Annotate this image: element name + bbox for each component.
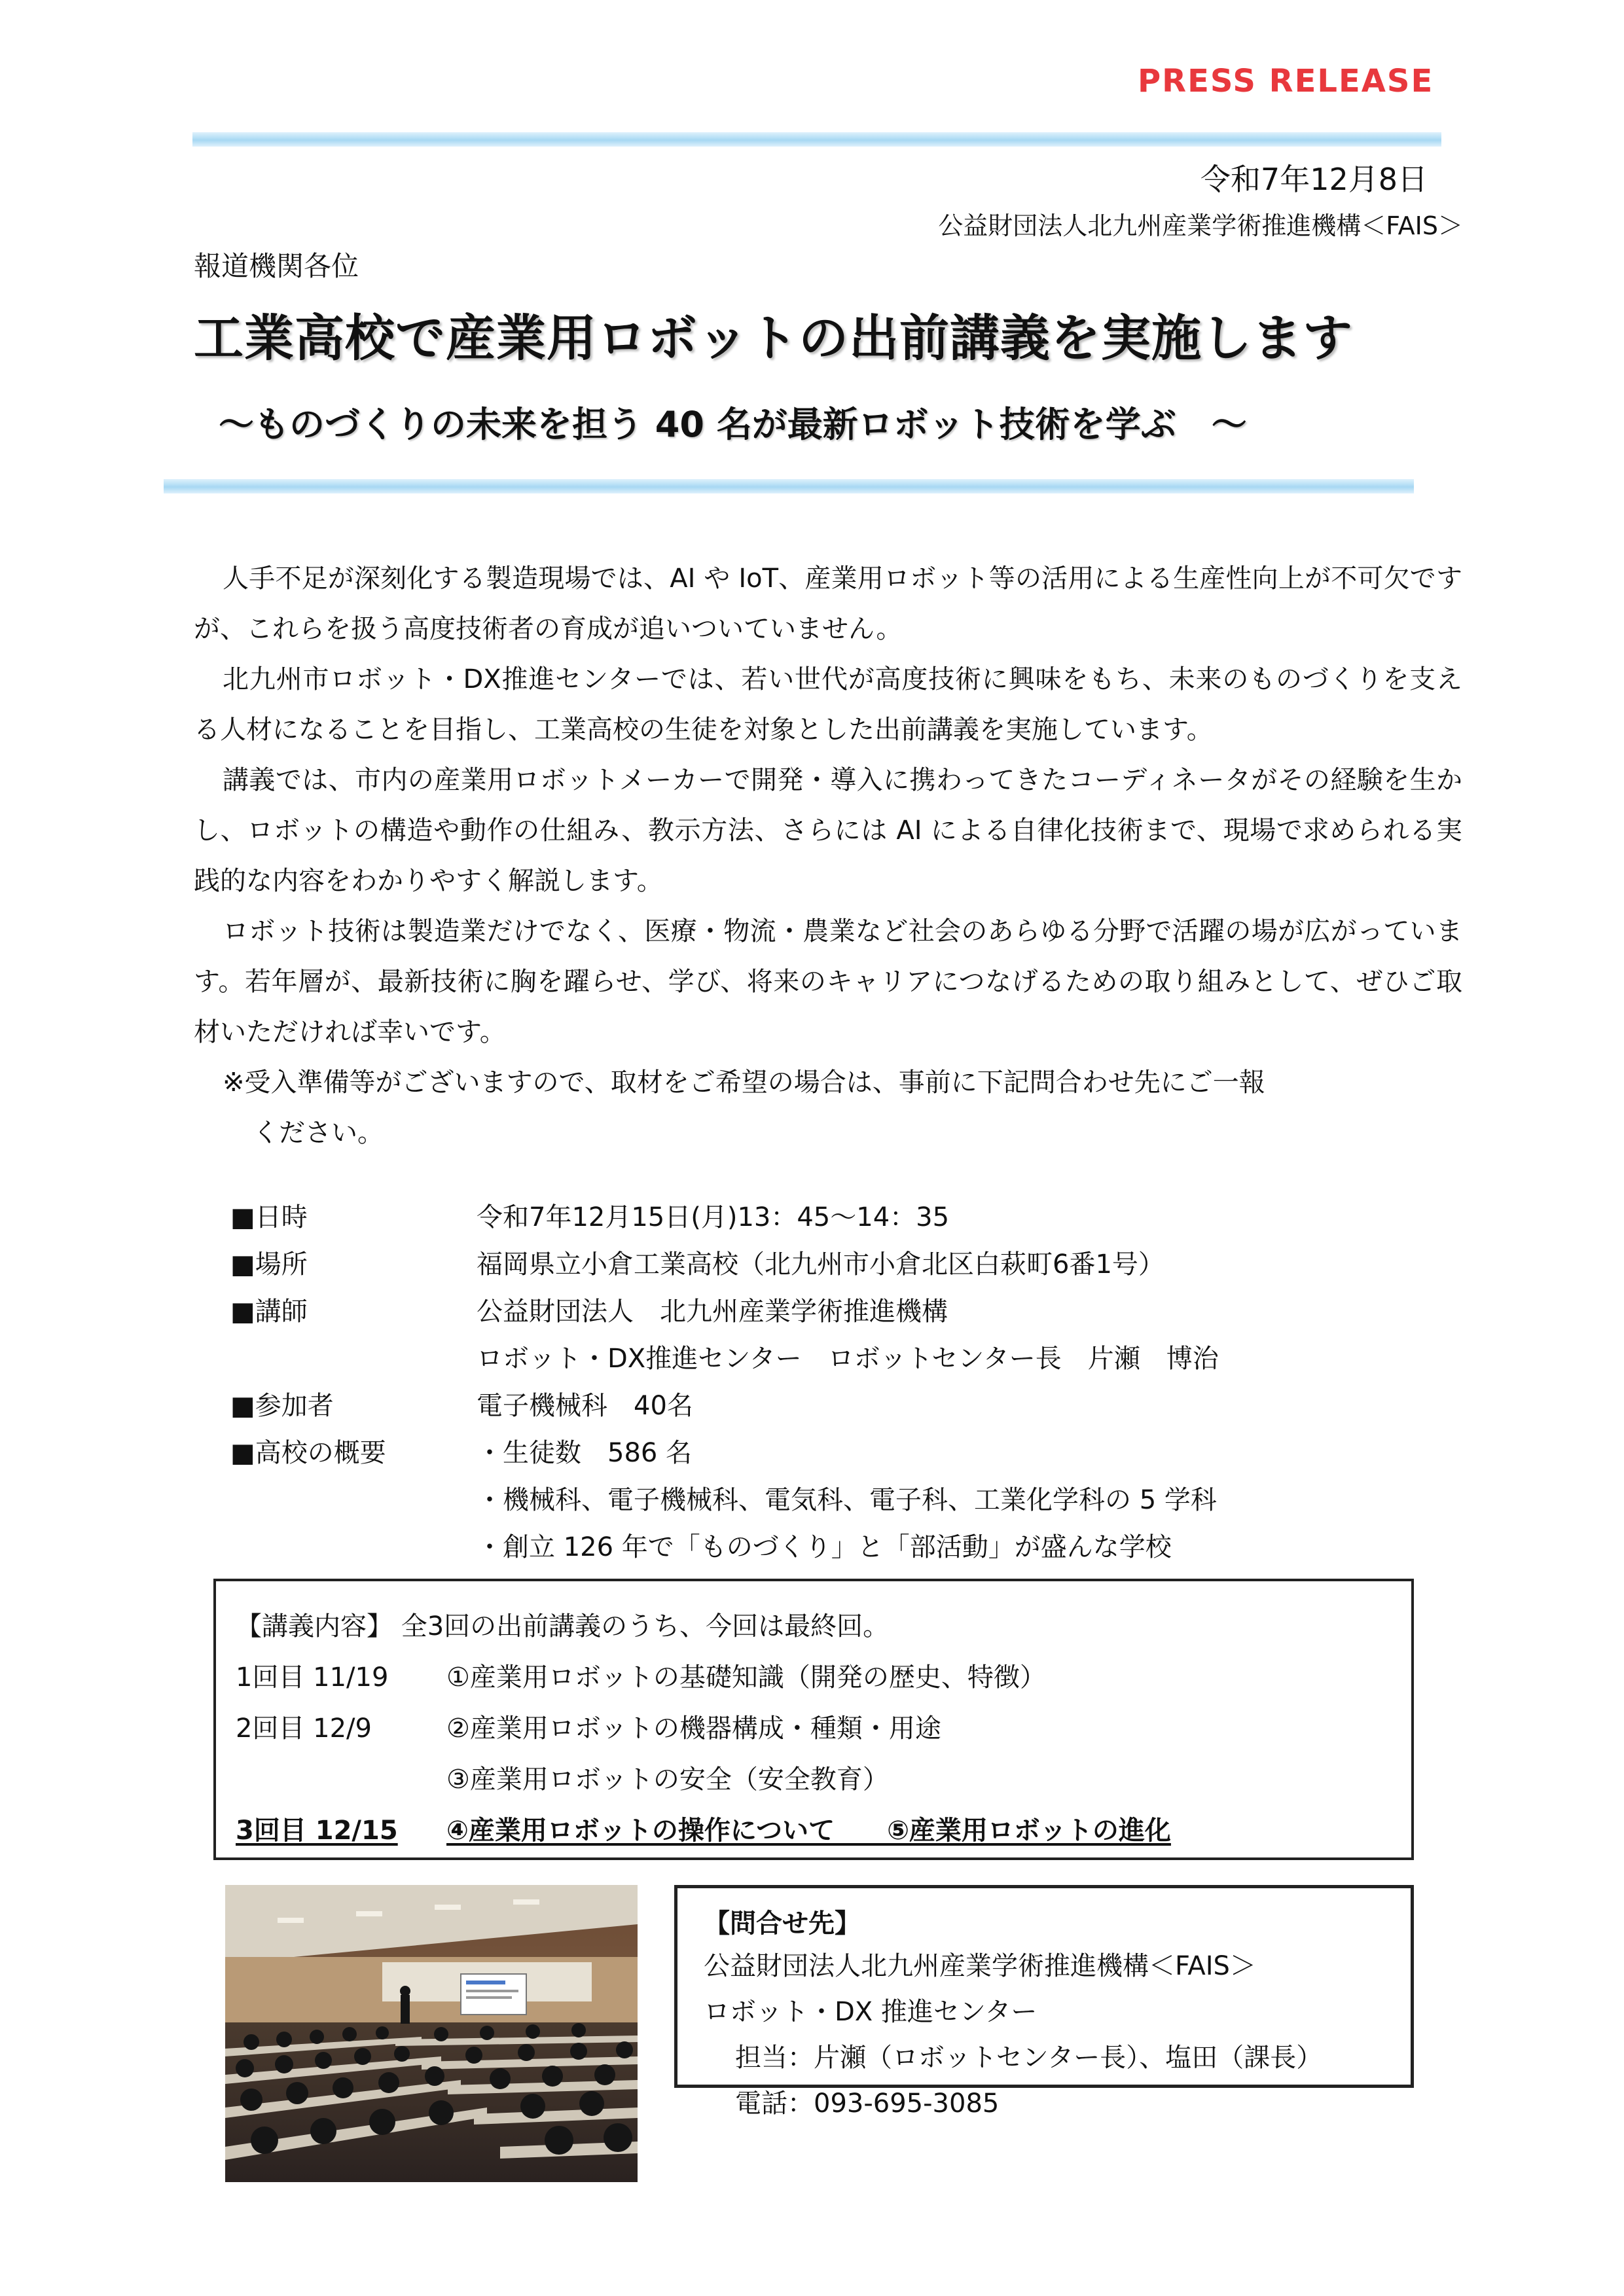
- detail-row-school-overview: [230, 1427, 1343, 1474]
- lecture-photo: [225, 1885, 638, 2182]
- detail-row-lecturer: [230, 1285, 1343, 1333]
- body-paragraph-2: 北九州市ロボット・DX推進センターでは、若い世代が高度技術に興味をもち、未来のものづくりを支える人材になることを目指し、工業高校の生徒を対象とした出前講義を実施しています。: [194, 664, 1462, 745]
- lecture-heading: 【講義内容】 全3回の出前講義のうち、今回は最終回。: [236, 1611, 890, 1641]
- detail-value: 電子機械科 40名: [477, 1390, 693, 1421]
- session-date: 3回目 12/15: [236, 1815, 398, 1846]
- detail-row-school-history: [230, 1521, 1343, 1568]
- detail-label: ■高校の概要: [230, 1437, 386, 1468]
- detail-value: 令和7年12月15日(月)13：45～14：35: [477, 1202, 950, 1232]
- detail-row-lecturer-cont: [230, 1333, 1343, 1380]
- body-paragraph-3: 講義では、市内の産業用ロボットメーカーで開発・導入に携わってきたコーディネータがその経験を生かし、ロボットの構造や動作の仕組み、教示方法、さらには AI による自律化技術まで、現場で求められる実践的な内容をわかりやすく解説します。: [194, 765, 1462, 896]
- detail-label: ■日時: [230, 1202, 308, 1232]
- detail-label: ■講師: [230, 1296, 308, 1327]
- lecture-session-2-cont: [236, 1751, 1411, 1803]
- detail-row-participants: [230, 1380, 1343, 1427]
- event-details: [230, 1191, 1343, 1568]
- title-divider: [164, 479, 1414, 493]
- detail-row-datetime: [230, 1191, 1343, 1238]
- detail-value: ・生徒数 586 名: [477, 1437, 693, 1468]
- detail-label: ■場所: [230, 1249, 308, 1280]
- lecture-content-box: [213, 1579, 1414, 1860]
- page-title: 工業高校で産業用ロボットの出前講義を実施します: [194, 309, 1353, 367]
- session-date: 1回目 11/19: [236, 1662, 389, 1693]
- lecture-session-2: [236, 1700, 1411, 1751]
- header-divider: [192, 132, 1441, 147]
- contact-heading: 【問合せ先】: [704, 1908, 861, 1939]
- page-subtitle: ～ものづくりの未来を担う 40 名が最新ロボット技術を学ぶ ～: [219, 404, 1247, 445]
- session-topic: ①産業用ロボットの基礎知識（開発の歴史、特徴）: [446, 1662, 1046, 1693]
- detail-row-venue: [230, 1238, 1343, 1285]
- detail-label: ■参加者: [230, 1390, 334, 1421]
- body-paragraph-4: ロボット技術は製造業だけでなく、医療・物流・農業など社会のあらゆる分野で活躍の場が広がっています。若年層が、最新技術に胸を躍らせ、学び、将来のキャリアにつなげるための取り組みとして、ぜひご取材いただければ幸いです。: [194, 916, 1462, 1047]
- detail-value: 福岡県立小倉工業高校（北九州市小倉北区白萩町6番1号）: [477, 1249, 1164, 1280]
- contact-organization: 公益財団法人北九州産業学術推進機構＜FAIS＞: [704, 1950, 1256, 1981]
- lecture-session-3: [236, 1803, 1411, 1854]
- contact-center: ロボット・DX 推進センター: [704, 1996, 1038, 2027]
- session-topic: ③産業用ロボットの安全（安全教育）: [446, 1764, 889, 1795]
- detail-value: ・機械科、電子機械科、電気科、電子科、工業化学科の 5 学科: [477, 1484, 1217, 1515]
- detail-row-school-departments: [230, 1474, 1343, 1521]
- contact-person: 担当：片瀬（ロボットセンター長）、塩田（課長）: [735, 2042, 1323, 2073]
- press-release-label: PRESS RELEASE: [1138, 63, 1434, 99]
- release-date: 令和7年12月8日: [1200, 162, 1428, 197]
- session-topic: ②産業用ロボットの機器構成・種類・用途: [446, 1713, 941, 1744]
- session-date: 2回目 12/9: [236, 1713, 372, 1744]
- addressee: 報道機関各位: [194, 250, 359, 282]
- issuer-organization: 公益財団法人北九州産業学術推進機構＜FAIS＞: [938, 211, 1463, 240]
- body-paragraph-1: 人手不足が深刻化する製造現場では、AI や IoT、産業用ロボット等の活用による生産性向上が不可欠ですが、これらを扱う高度技術者の育成が追いついていません。: [194, 564, 1462, 644]
- detail-value: ロボット・DX推進センター ロボットセンター長 片瀬 博治: [477, 1343, 1219, 1374]
- contact-box: [674, 1885, 1414, 2119]
- lecture-session-1: [236, 1649, 1411, 1700]
- contact-phone: 電話：093-695-3085: [735, 2088, 1000, 2119]
- session-topic: ④産業用ロボットの操作について ⑤産業用ロボットの進化: [446, 1815, 1171, 1846]
- interview-note-line-1: ※受入準備等がございますので、取材をご希望の場合は、事前に下記問合わせ先にご一報: [223, 1067, 1265, 1098]
- detail-value: 公益財団法人 北九州産業学術推進機構: [477, 1296, 948, 1327]
- interview-note-line-2: ください。: [253, 1118, 384, 1148]
- detail-value: ・創立 126 年で「ものづくり」と「部活動」が盛んな学校: [477, 1532, 1172, 1562]
- interview-note: [194, 1058, 1466, 1158]
